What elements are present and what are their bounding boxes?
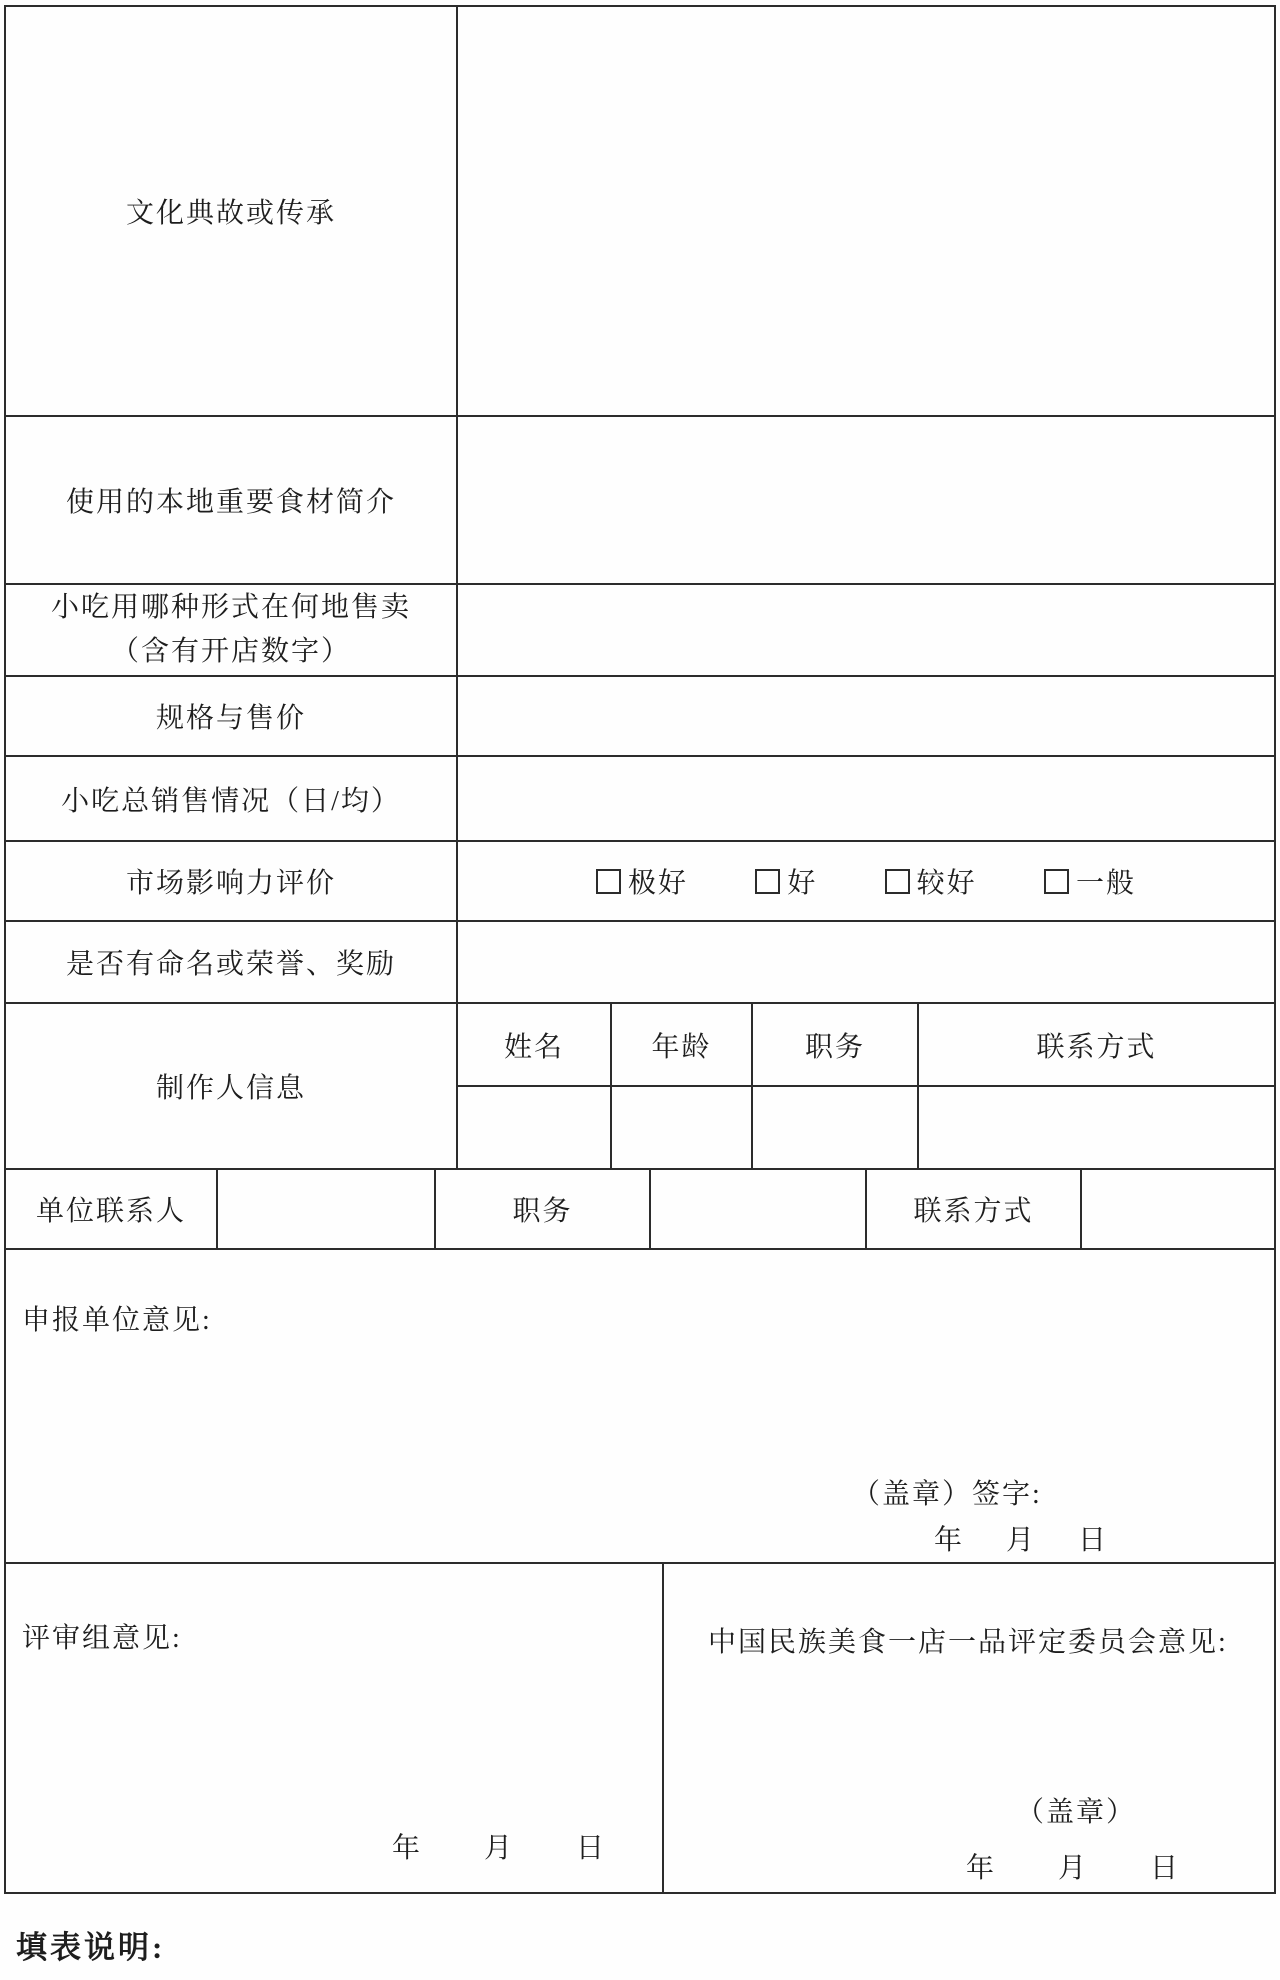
total-sales-input-cell[interactable]	[457, 756, 1275, 841]
rating-option-average[interactable]	[1044, 861, 1136, 901]
row-producer-label-cell	[5, 1003, 457, 1169]
committee-opinion-cell[interactable]	[663, 1563, 1275, 1893]
table-row	[5, 676, 1275, 756]
row-honors-label: 是否有命名或荣誉、奖励	[65, 949, 396, 980]
committee-date: 年 月 日	[966, 1853, 1197, 1884]
table-row	[5, 6, 1275, 416]
producer-name-header: 姓名	[503, 1031, 564, 1063]
unit-contact-position-label: 职务	[512, 1196, 573, 1227]
unit-contact-method-label: 联系方式	[913, 1196, 1034, 1227]
producer-contact-input-cell[interactable]	[918, 1086, 1275, 1169]
unit-opinion-label: 申报单位意见:	[22, 1305, 212, 1336]
unit-contact-label-cell	[5, 1169, 217, 1249]
table-row	[5, 1249, 1275, 1563]
culture-input-cell[interactable]	[457, 6, 1275, 416]
table-row	[5, 1563, 1275, 1893]
unit-contact-method-input-cell[interactable]	[1081, 1169, 1275, 1249]
seal-signature-label: （盖章）签字:	[852, 1479, 1042, 1510]
checkbox-icon[interactable]	[596, 869, 621, 894]
spec-price-input-cell[interactable]	[457, 676, 1275, 756]
market-rating-options	[458, 861, 1274, 901]
table-row	[5, 416, 1275, 584]
rating-option-label: 较好	[916, 868, 977, 899]
producer-position-input-cell[interactable]	[752, 1086, 918, 1169]
row-sales-form-label-line1: 小吃用哪种形式在何地售卖	[50, 592, 411, 623]
market-rating-options-cell	[457, 841, 1275, 921]
table-row	[5, 841, 1275, 921]
committee-seal-label: （盖章）	[1016, 1797, 1137, 1828]
table-row	[5, 1169, 1275, 1249]
review-group-date: 年 月 日	[392, 1833, 623, 1864]
form-note: 填表说明:	[16, 1930, 166, 1965]
row-sales-form-label-line2: （含有开店数字）	[110, 636, 351, 667]
producer-position-header-cell	[752, 1003, 918, 1086]
producer-contact-header-cell	[918, 1003, 1275, 1086]
application-form-table	[4, 5, 1276, 1894]
rating-option-label: 一般	[1075, 868, 1136, 899]
table-row	[5, 756, 1275, 841]
producer-age-header: 年龄	[651, 1031, 712, 1063]
rating-option-label: 好	[787, 868, 818, 899]
review-group-label: 评审组意见:	[22, 1623, 182, 1654]
row-market-rating-label: 市场影响力评价	[125, 868, 336, 899]
row-total-sales-label-cell	[5, 756, 457, 841]
table-row	[5, 1003, 1275, 1086]
checkbox-icon[interactable]	[885, 869, 910, 894]
producer-age-input-cell[interactable]	[611, 1086, 752, 1169]
row-market-rating-label-cell	[5, 841, 457, 921]
unit-opinion-date: 年 月 日	[934, 1525, 1115, 1556]
row-ingredients-label-cell	[5, 416, 457, 584]
row-honors-label-cell	[5, 921, 457, 1003]
row-sales-form-label-cell	[5, 584, 457, 676]
row-ingredients-label: 使用的本地重要食材简介	[65, 487, 396, 518]
row-spec-price-label-cell	[5, 676, 457, 756]
honors-input-cell[interactable]	[457, 921, 1275, 1003]
table-row	[5, 921, 1275, 1003]
producer-contact-header: 联系方式	[1036, 1031, 1157, 1063]
unit-opinion-cell[interactable]	[5, 1249, 1275, 1563]
producer-name-header-cell	[457, 1003, 611, 1086]
rating-option-label: 极好	[628, 868, 689, 899]
row-culture-label-cell	[5, 6, 457, 416]
unit-contact-name-input-cell[interactable]	[217, 1169, 435, 1249]
rating-option-good[interactable]	[755, 861, 817, 901]
unit-contact-position-input-cell[interactable]	[650, 1169, 866, 1249]
row-spec-price-label: 规格与售价	[155, 703, 306, 734]
unit-contact-position-label-cell	[435, 1169, 650, 1249]
producer-age-header-cell	[611, 1003, 752, 1086]
row-culture-label: 文化典故或传承	[125, 198, 336, 229]
producer-position-header: 职务	[804, 1031, 865, 1063]
unit-contact-label: 单位联系人	[35, 1196, 186, 1227]
rating-option-excellent[interactable]	[596, 861, 688, 901]
row-total-sales-label: 小吃总销售情况（日/均）	[61, 785, 401, 817]
unit-contact-method-label-cell	[866, 1169, 1081, 1249]
checkbox-icon[interactable]	[1044, 869, 1069, 894]
checkbox-icon[interactable]	[755, 869, 780, 894]
table-row	[5, 584, 1275, 676]
ingredients-input-cell[interactable]	[457, 416, 1275, 584]
rating-option-fairly-good[interactable]	[885, 861, 977, 901]
review-group-cell[interactable]	[5, 1563, 663, 1893]
committee-opinion-label: 中国民族美食一店一品评定委员会意见:	[708, 1627, 1228, 1658]
producer-name-input-cell[interactable]	[457, 1086, 611, 1169]
sales-form-input-cell[interactable]	[457, 584, 1275, 676]
row-producer-label: 制作人信息	[155, 1073, 306, 1104]
